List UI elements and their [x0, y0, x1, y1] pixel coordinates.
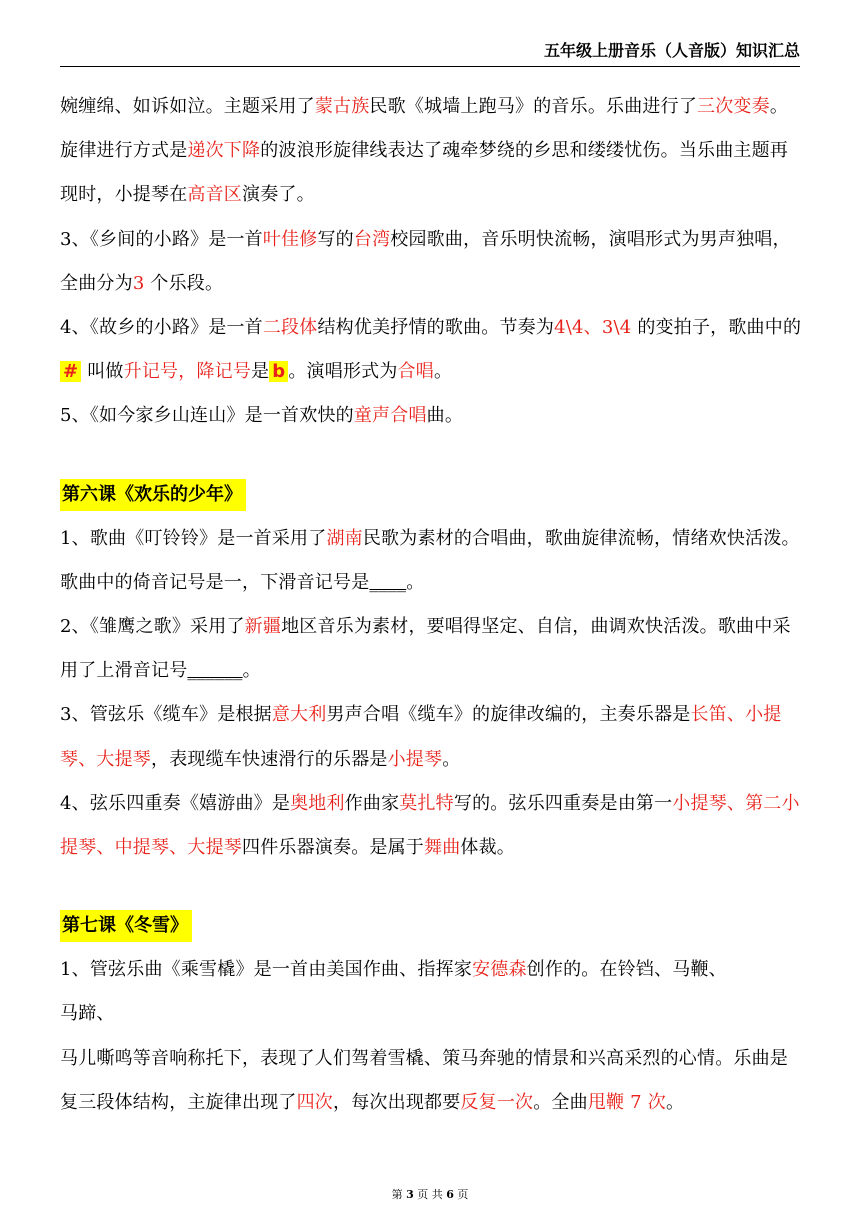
text: 第: [391, 1188, 403, 1201]
text: 。演唱形式为: [288, 361, 398, 383]
answer: 童声合唱: [353, 405, 427, 427]
text: 婉缠绵、如诉如泣。主题采用了: [60, 96, 315, 117]
answer: 三次变奏: [697, 96, 770, 117]
answer: 二段体: [262, 317, 318, 339]
lesson7-item-1-cont: [60, 1037, 802, 1125]
text: 作曲家: [344, 792, 400, 814]
text: 叫做: [87, 361, 124, 383]
text: 。旋律进行方式是: [60, 96, 789, 162]
lesson7-item-1: [60, 948, 802, 1036]
text: 。: [665, 1091, 685, 1113]
answer: 台湾: [353, 228, 391, 250]
text: 。全曲: [533, 1091, 588, 1113]
text: 。: [433, 361, 453, 383]
item-3: [60, 218, 802, 306]
text: 写的。弦乐四重奏是由第一: [453, 792, 673, 814]
lesson-6-heading: 第六课《欢乐的少年》: [60, 479, 246, 511]
answer: 舞曲: [424, 837, 461, 859]
page-header-title: 五年级上册音乐（人音版）知识汇总: [543, 41, 800, 60]
lesson6-item-2: [60, 605, 802, 693]
answer: 升记号: [123, 361, 179, 383]
item-5: [60, 394, 802, 438]
text: 2、《雏鹰之歌》采用了: [60, 616, 245, 638]
answer: 安德森: [472, 959, 527, 981]
answer: 蒙古族: [314, 96, 370, 117]
answer: 新疆: [244, 616, 282, 638]
answer: 莫扎特: [399, 792, 454, 814]
text: 4、《故乡的小路》是一首: [60, 317, 263, 339]
fill-blank: ____: [369, 571, 407, 593]
text: 体裁。: [460, 837, 516, 859]
answer: 小提琴: [387, 748, 443, 770]
text: 是: [251, 361, 270, 383]
sharp-symbol: #: [60, 361, 81, 382]
answer: 湖南: [326, 527, 363, 549]
page-total: 6: [446, 1188, 454, 1201]
text: 地区音乐为素材，要唱得坚定、自信，曲调欢快活泼。歌曲中采用了上滑音记号: [60, 616, 791, 682]
answer: 甩鞭 7 次: [587, 1091, 666, 1113]
text: 。: [242, 660, 261, 682]
text: 男声合唱《缆车》的旋律改编的，主奏乐器是: [326, 704, 691, 726]
text: 3、管弦乐《缆车》是根据: [60, 704, 272, 726]
lesson-7-heading: 第七课《冬雪》: [60, 910, 192, 942]
text: 校园歌曲，音乐明快流畅，演唱形式为男声独唱，全曲分为: [60, 228, 791, 294]
answer: 3: [132, 272, 145, 294]
text: ，表现缆车快速滑行的乐器是: [151, 748, 388, 770]
text: 页: [457, 1188, 469, 1201]
lesson-6-heading-wrap: [60, 479, 802, 511]
item-4: [60, 306, 802, 394]
lesson6-item-1: [60, 517, 802, 605]
page-footer: [0, 1186, 860, 1202]
answer: 4\4、3\4: [554, 317, 632, 339]
text: 马蹄、: [60, 1003, 115, 1025]
text: 的波浪形旋律线表达了魂牵梦绕的乡思和缕缕忧伤。当乐曲主题再现时，小提琴在: [60, 140, 789, 206]
text: 页 共: [417, 1188, 443, 1201]
answer: 叶佳修: [262, 228, 318, 250]
text: 5、《如今家乡山连山》是一首欢快的: [60, 405, 354, 427]
text: 结构优美抒情的歌曲。节奏为: [317, 317, 555, 339]
paragraph-continuation: [60, 85, 802, 218]
text: 3、《乡间的小路》是一首: [60, 228, 263, 250]
text: 。: [442, 748, 461, 770]
answer: 反复一次: [460, 1091, 534, 1113]
lesson-7-heading-wrap: [60, 910, 802, 942]
answer: 意大利: [271, 704, 327, 726]
answer: 递次下降: [187, 140, 261, 162]
answer: 合唱: [397, 361, 434, 383]
text: 个乐段。: [150, 272, 224, 294]
text: 演奏了。: [242, 184, 315, 206]
flat-symbol: b: [269, 361, 288, 382]
text: 写的: [317, 228, 354, 250]
page-number: 3: [406, 1188, 414, 1201]
header-divider: [60, 66, 800, 67]
answer: 高音区: [187, 184, 243, 206]
answer: 长笛、小提琴、大提琴: [60, 704, 782, 770]
text: 创作的。在铃铛、马鞭、: [526, 959, 727, 981]
text: 。: [406, 571, 425, 593]
lesson6-item-4: [60, 782, 802, 870]
lesson6-item-3: [60, 693, 802, 781]
text: 4、弦乐四重奏《嬉游曲》是: [60, 792, 291, 814]
answer: 奥地利: [290, 792, 345, 814]
text: 1、管弦乐曲《乘雪橇》是一首由美国作曲、指挥家: [60, 959, 473, 981]
answer: 小提琴、第二小提琴、中提琴、大提琴: [60, 792, 800, 859]
text: 1、歌曲《叮铃铃》是一首采用了: [60, 527, 327, 549]
answer: ，: [178, 361, 197, 383]
fill-blank: ______: [187, 660, 243, 682]
answer: 四次: [296, 1091, 334, 1113]
answer: 降记号: [196, 361, 252, 383]
text: 民歌为素材的合唱曲，歌曲旋律流畅，情绪欢快活泼。歌曲中的倚音记号是一，下滑音记号是: [60, 527, 800, 593]
text: 的变拍子，歌曲中的: [637, 317, 802, 339]
text: ，每次出现都要: [333, 1091, 461, 1113]
text: 民歌《城墙上跑马》的音乐。乐曲进行了: [369, 96, 698, 117]
document-body: [60, 85, 802, 1125]
text: 马儿嘶鸣等音响称托下，表现了人们驾着雪橇、策马奔驰的情景和兴高采烈的心情。乐曲是复三段体结构，主旋律出现了: [60, 1047, 788, 1113]
text: 四件乐器演奏。是属于: [242, 837, 424, 859]
text: 曲。: [426, 405, 464, 427]
